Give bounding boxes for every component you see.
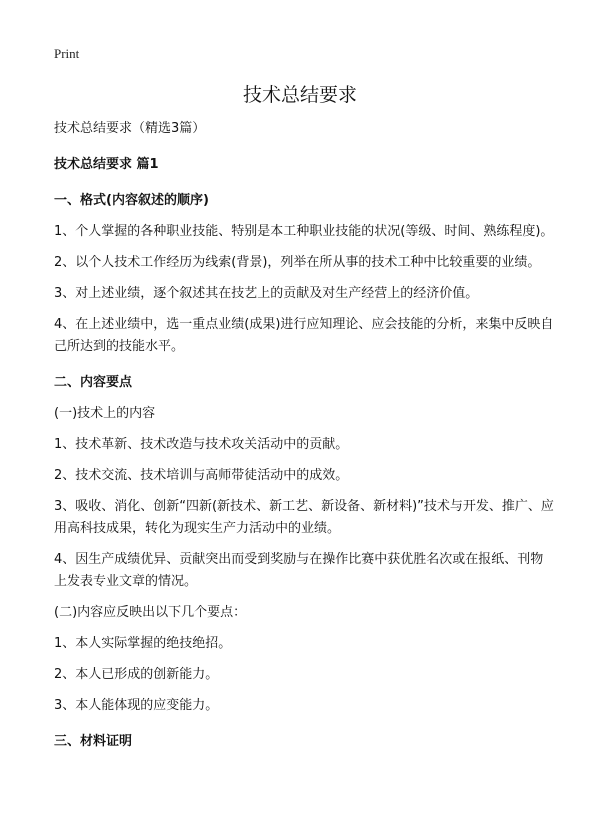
section-heading-content: 二、内容要点 [54,375,133,390]
document-subtitle: 技术总结要求（精选3篇） [54,121,206,136]
list-item: 4、在上述业绩中，选一重点业绩(成果)进行应知理论、应会技能的分析，来集中反映自己所达到的技能水平。 [54,317,554,354]
section-heading-evidence: 三、材料证明 [54,734,133,749]
list-item: 3、对上述业绩，逐个叙述其在技艺上的贡献及对生产经营上的经济价值。 [54,286,479,301]
list-item: 1、本人实际掌握的绝技绝招。 [54,636,232,651]
subsection-heading-technical: (一)技术上的内容 [54,406,156,421]
chapter-heading: 技术总结要求 篇1 [54,157,159,172]
list-item: 3、吸收、消化、创新“四新(新技术、新工艺、新设备、新材料)”技术与开发、推广、应用高科技成果，转化为现实生产力活动中的业绩。 [54,499,554,536]
subsection-heading-points: (二)内容应反映出以下几个要点： [54,605,247,620]
list-item: 3、本人能体现的应变能力。 [54,698,219,713]
list-item: 2、技术交流、技术培训与高师带徒活动中的成效。 [54,468,349,483]
list-item: 4、因生产成绩优异、贡献突出而受到奖励与在操作比赛中获优胜名次或在报纸、刊物上发表专业文章的情况。 [54,552,544,589]
document-body [54,118,554,762]
print-link[interactable]: Print [54,46,80,61]
section-heading-format: 一、格式(内容叙述的顺序) [54,193,209,208]
list-item: 1、个人掌握的各种职业技能、特别是本工种职业技能的状况(等级、时间、熟练程度)。 [54,224,554,239]
page-title: 技术总结要求 [242,84,357,106]
list-item: 2、本人已形成的创新能力。 [54,667,219,682]
list-item: 1、技术革新、技术改造与技术攻关活动中的贡献。 [54,437,349,452]
list-item: 2、以个人技术工作经历为线索(背景)，列举在所从事的技术工种中比较重要的业绩。 [54,255,541,270]
